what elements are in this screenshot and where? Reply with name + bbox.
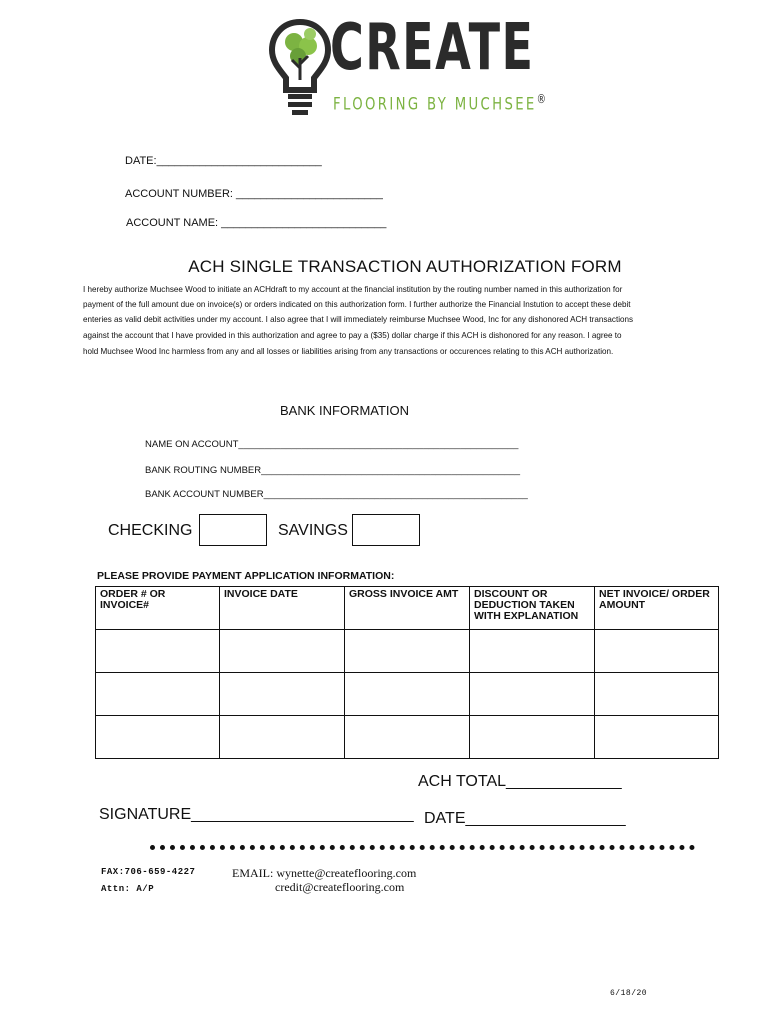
date-field[interactable]: DATE:___________________________ xyxy=(125,155,322,167)
authorization-text-line: against the account that I have provided in this authorization and agree to pay a ($35) dollar charge if this ACH is dishonored for any reason. I agree to xyxy=(83,331,622,340)
authorization-text-line: enteries as valid debit activities under my account. I also agree that I will immediately reimburse Muchsee Wood, Inc for any dishonored ACH transactions xyxy=(83,315,634,324)
column-header-invoice-date: INVOICE DATE xyxy=(220,587,345,630)
name-on-account-field[interactable]: NAME ON ACCOUNT_____________________________________________________ xyxy=(145,439,519,450)
account-number-field[interactable]: ACCOUNT NUMBER: ________________________ xyxy=(125,188,383,200)
table-cell[interactable] xyxy=(470,716,595,759)
authorization-text-line: hold Muchsee Wood Inc harmless from any and all losses or liabilities arising from any transactions or occurences relating to this ACH authorization. xyxy=(83,347,614,356)
table-cell[interactable] xyxy=(220,716,345,759)
payment-info-heading: PLEASE PROVIDE PAYMENT APPLICATION INFORMATION: xyxy=(97,570,395,582)
form-title: ACH SINGLE TRANSACTION AUTHORIZATION FORM xyxy=(188,257,622,276)
attention-line: Attn: A/P xyxy=(101,884,155,894)
table-row xyxy=(96,673,719,716)
table-cell[interactable] xyxy=(595,673,719,716)
table-cell[interactable] xyxy=(345,630,470,673)
table-cell[interactable] xyxy=(220,673,345,716)
column-header-net-amount: NET INVOICE/ ORDER AMOUNT xyxy=(595,587,719,630)
table-cell[interactable] xyxy=(220,630,345,673)
table-cell[interactable] xyxy=(345,673,470,716)
bank-info-heading: BANK INFORMATION xyxy=(280,403,410,418)
divider-dotted xyxy=(150,845,695,856)
logo-tagline: FLOORING BY MUCHSEE® xyxy=(333,92,549,115)
payment-table xyxy=(95,586,719,759)
column-header-discount: DISCOUNT OR DEDUCTION TAKEN WITH EXPLANATION xyxy=(470,587,595,630)
table-cell[interactable] xyxy=(345,716,470,759)
table-header-row xyxy=(96,587,719,630)
lightbulb-tree-icon xyxy=(268,18,332,116)
form-version-date: 6/18/20 xyxy=(610,989,648,998)
table-cell[interactable] xyxy=(96,630,220,673)
checking-label: CHECKING xyxy=(108,522,193,539)
email-primary[interactable]: EMAIL: wynette@createflooring.com xyxy=(232,866,417,880)
table-cell[interactable] xyxy=(470,630,595,673)
bank-account-number-field[interactable]: BANK ACCOUNT NUMBER__________________________________________________ xyxy=(145,489,528,500)
logo-wordmark: CREATE xyxy=(330,11,535,85)
authorization-text-line: I hereby authorize Muchsee Wood to initiate an ACHdraft to my account at the financial institution by the routing number named in this authorization for xyxy=(83,285,623,294)
table-row xyxy=(96,716,719,759)
table-cell[interactable] xyxy=(470,673,595,716)
checking-checkbox[interactable] xyxy=(199,514,267,546)
column-header-order: ORDER # OR INVOICE# xyxy=(96,587,220,630)
routing-number-field[interactable]: BANK ROUTING NUMBER_________________________________________________ xyxy=(145,465,521,476)
signature-date-field[interactable]: DATE__________________ xyxy=(424,810,626,827)
table-cell[interactable] xyxy=(595,630,719,673)
table-cell[interactable] xyxy=(96,673,220,716)
column-header-gross-amount: GROSS INVOICE AMT xyxy=(345,587,470,630)
savings-checkbox[interactable] xyxy=(352,514,420,546)
table-cell[interactable] xyxy=(96,716,220,759)
ach-total-field[interactable]: ACH TOTAL_____________ xyxy=(418,773,622,790)
table-cell[interactable] xyxy=(595,716,719,759)
fax-number: FAX:706-659-4227 xyxy=(101,867,196,877)
authorization-text-line: payment of the full amount due on invoice(s) or orders indicated on this authorization form. I further authorize the Financial Instution to accept these debit xyxy=(83,300,631,309)
account-name-field[interactable]: ACCOUNT NAME: ___________________________ xyxy=(126,217,387,229)
savings-label: SAVINGS xyxy=(278,522,348,539)
email-secondary[interactable]: credit@createflooring.com xyxy=(275,880,405,894)
signature-field[interactable]: SIGNATURE_________________________ xyxy=(99,806,414,823)
table-row xyxy=(96,630,719,673)
